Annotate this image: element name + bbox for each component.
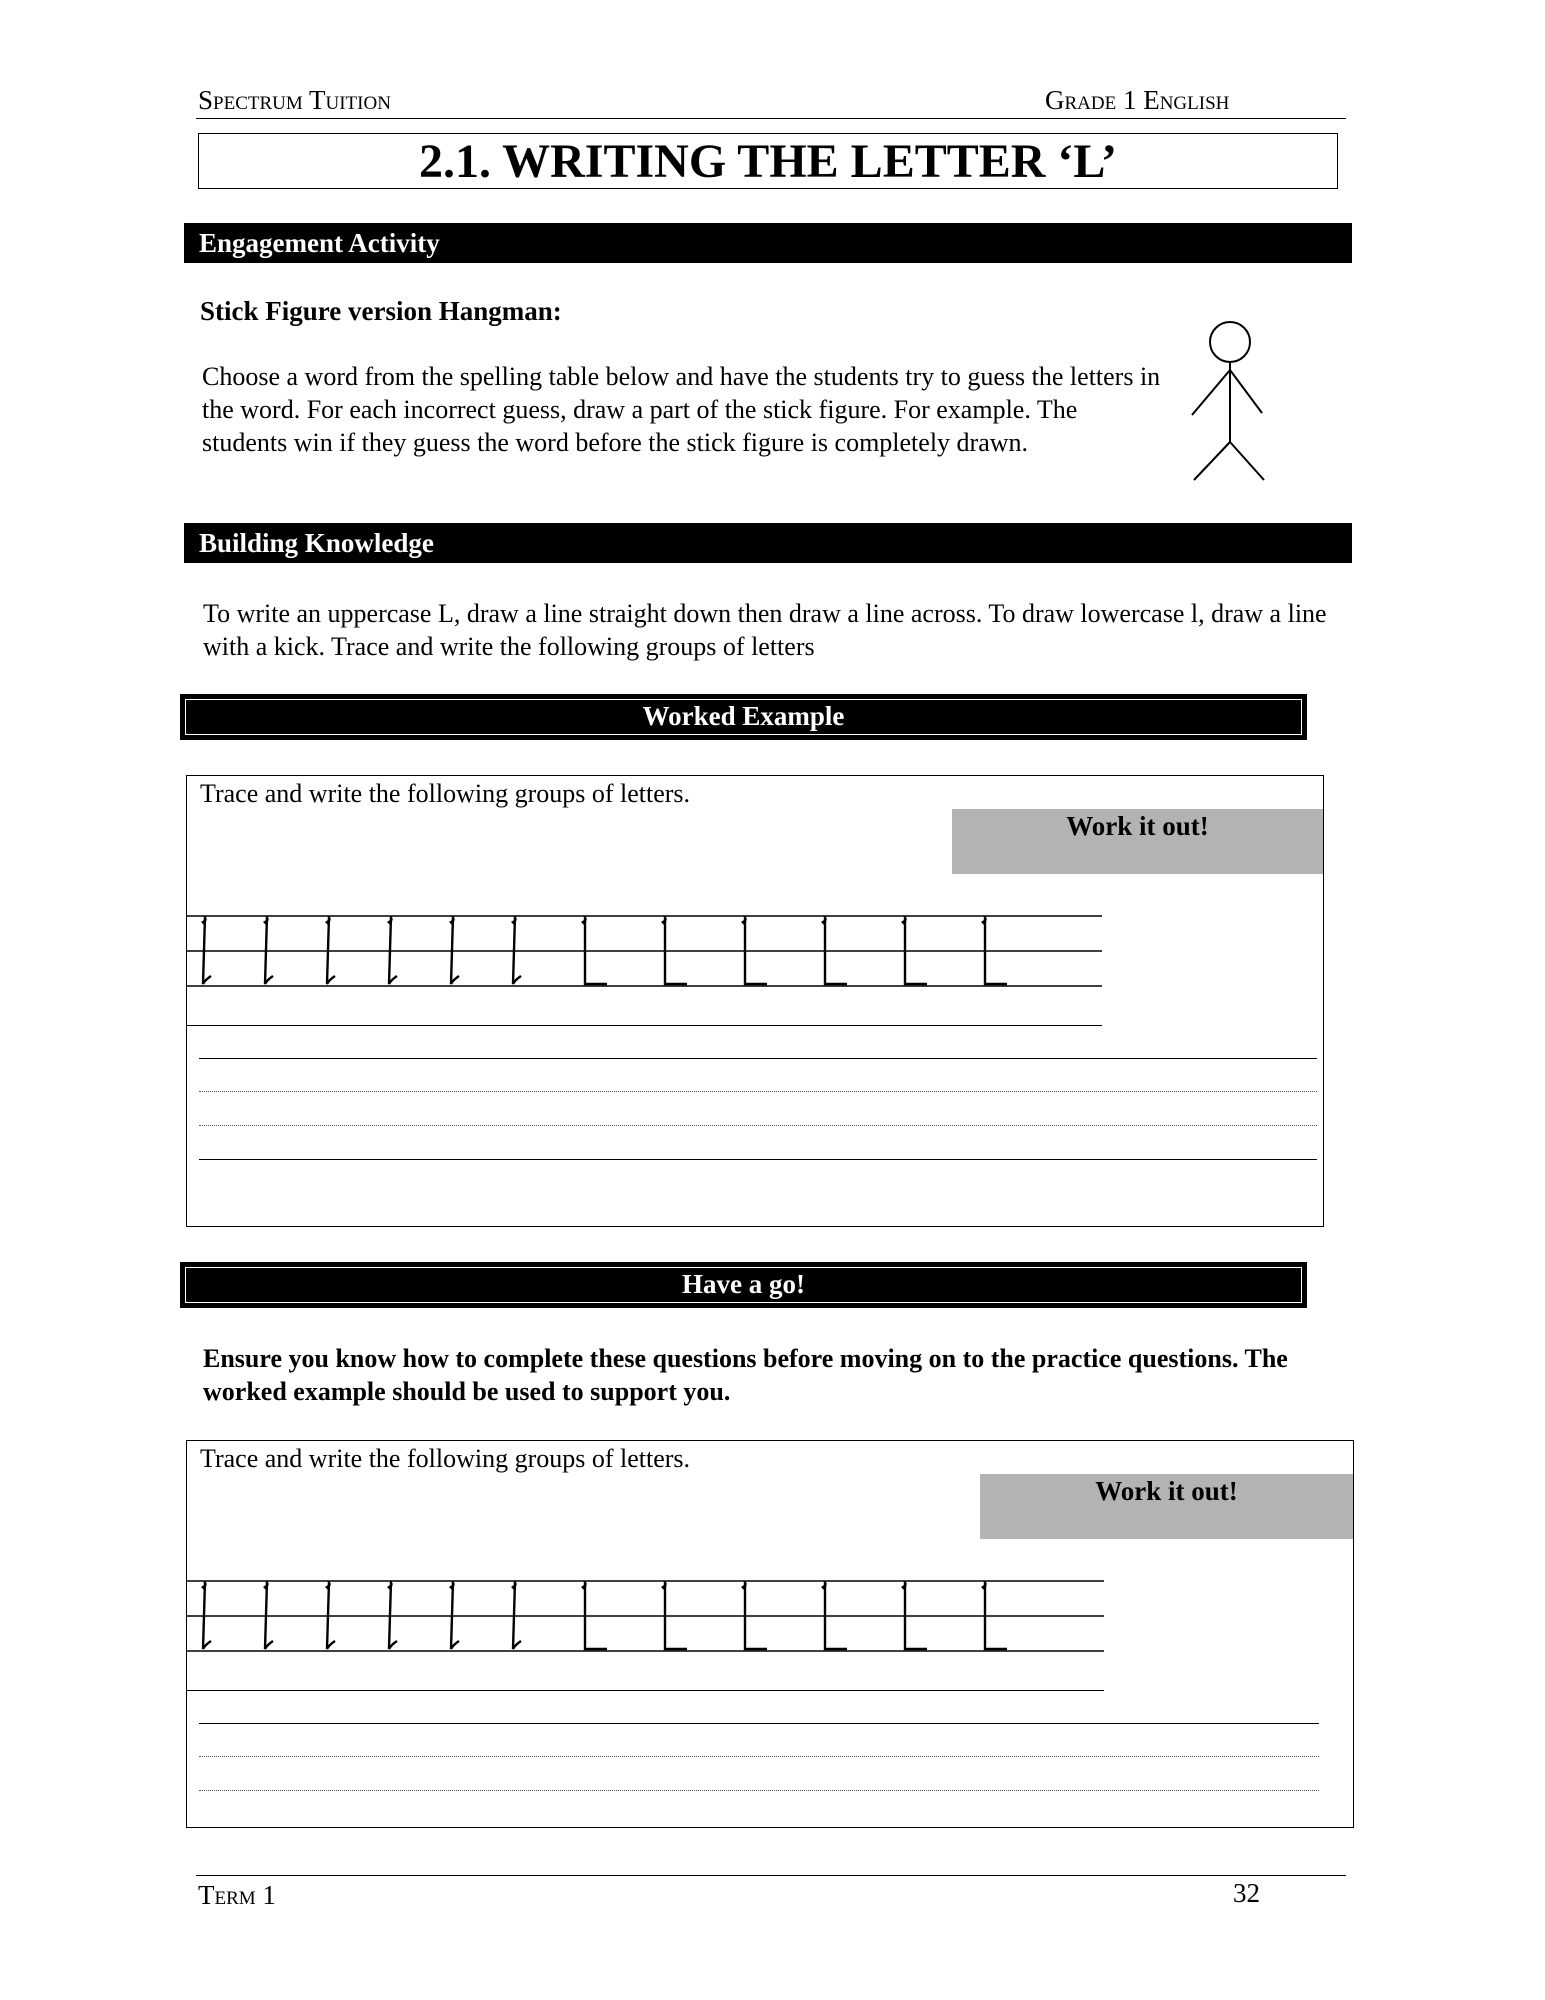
trace-letter-2: [265, 1581, 273, 1649]
trace-letter-8: [665, 916, 687, 984]
trace-letter-1: [203, 916, 211, 984]
trace-letter-10: [825, 916, 847, 984]
building-knowledge-text: To write an uppercase L, draw a line straight down then draw a line across. To draw lowercase l, draw a line with a kick. Trace and write the following groups of letters: [203, 599, 1327, 661]
writing-dotted-line: [199, 1091, 1317, 1092]
trace-letter-1: [203, 1581, 211, 1649]
writing-line: [199, 1159, 1317, 1160]
writing-line: [199, 1723, 1319, 1724]
building-knowledge-bar: Building Knowledge: [184, 523, 1352, 563]
trace-letter-3: [327, 916, 335, 984]
trace-letter-3: [327, 1581, 335, 1649]
trace-letter-4: [389, 916, 397, 984]
worked-example-bar-label: Worked Example: [185, 699, 1302, 735]
trace-letter-12: [985, 916, 1007, 984]
worked-example-bar: [180, 694, 1307, 740]
header-school-name: Spectrum Tuition: [198, 85, 391, 115]
footer-divider: [196, 1875, 1346, 1876]
stick-figure-right-leg: [1230, 442, 1264, 480]
engagement-subtitle: Stick Figure version Hangman:: [200, 296, 562, 326]
trace-letter-8: [665, 1581, 687, 1649]
trace-letter-7: [585, 916, 607, 984]
trace-letter-5: [451, 1581, 459, 1649]
writing-dotted-line: [199, 1756, 1319, 1757]
stick-figure-left-arm: [1192, 370, 1230, 415]
trace-letter-5: [451, 916, 459, 984]
tracing-lines-worked: [187, 906, 1107, 996]
writing-dotted-line: [199, 1125, 1317, 1126]
work-it-out-panel: [980, 1474, 1353, 1539]
stick-figure-left-leg: [1194, 442, 1230, 480]
stick-figure-head: [1210, 322, 1250, 362]
worked-example-instruction: Trace and write the following groups of letters.: [200, 779, 691, 808]
writing-line: [199, 1058, 1317, 1059]
page-title: 2.1. WRITING THE LETTER ‘L’: [198, 133, 1338, 189]
page-number: 32: [1233, 1878, 1260, 1908]
have-a-go-bar-label: Have a go!: [185, 1267, 1302, 1303]
have-a-go-box: [186, 1440, 1354, 1828]
have-a-go-bar: [180, 1262, 1307, 1308]
header-grade-subject: Grade 1 English: [1045, 85, 1230, 115]
work-it-out-label: Work it out!: [1095, 1476, 1238, 1506]
work-it-out-panel: [952, 809, 1323, 874]
trace-letter-9: [745, 916, 767, 984]
trace-letter-4: [389, 1581, 397, 1649]
writing-dotted-line: [199, 1790, 1319, 1791]
work-it-out-label: Work it out!: [1066, 811, 1209, 841]
engagement-text: Choose a word from the spelling table below and have the students try to guess the letters in the word. For each incorrect guess, draw a part of the stick figure. For example. The students win if they guess the word before the stick figure is completely drawn.: [202, 362, 1161, 457]
stick-figure-right-arm: [1230, 370, 1262, 413]
trace-letter-11: [905, 1581, 927, 1649]
footer-term: Term 1: [198, 1880, 276, 1910]
have-a-go-notice: Ensure you know how to complete these questions before moving on to the practice questions. The worked example should be used to support you.: [203, 1344, 1288, 1406]
trace-letter-10: [825, 1581, 847, 1649]
have-a-go-instruction: Trace and write the following groups of letters.: [200, 1444, 691, 1473]
trace-letter-7: [585, 1581, 607, 1649]
trace-letter-2: [265, 916, 273, 984]
trace-letter-9: [745, 1581, 767, 1649]
engagement-activity-bar: Engagement Activity: [184, 223, 1352, 263]
header-divider: [196, 118, 1346, 119]
trace-letter-12: [985, 1581, 1007, 1649]
tracing-lines-practice: [187, 1571, 1107, 1661]
stick-figure-illustration: [1180, 315, 1280, 490]
trace-letter-6: [513, 916, 521, 984]
trace-letter-11: [905, 916, 927, 984]
trace-letter-6: [513, 1581, 521, 1649]
worked-example-box: [186, 775, 1324, 1227]
